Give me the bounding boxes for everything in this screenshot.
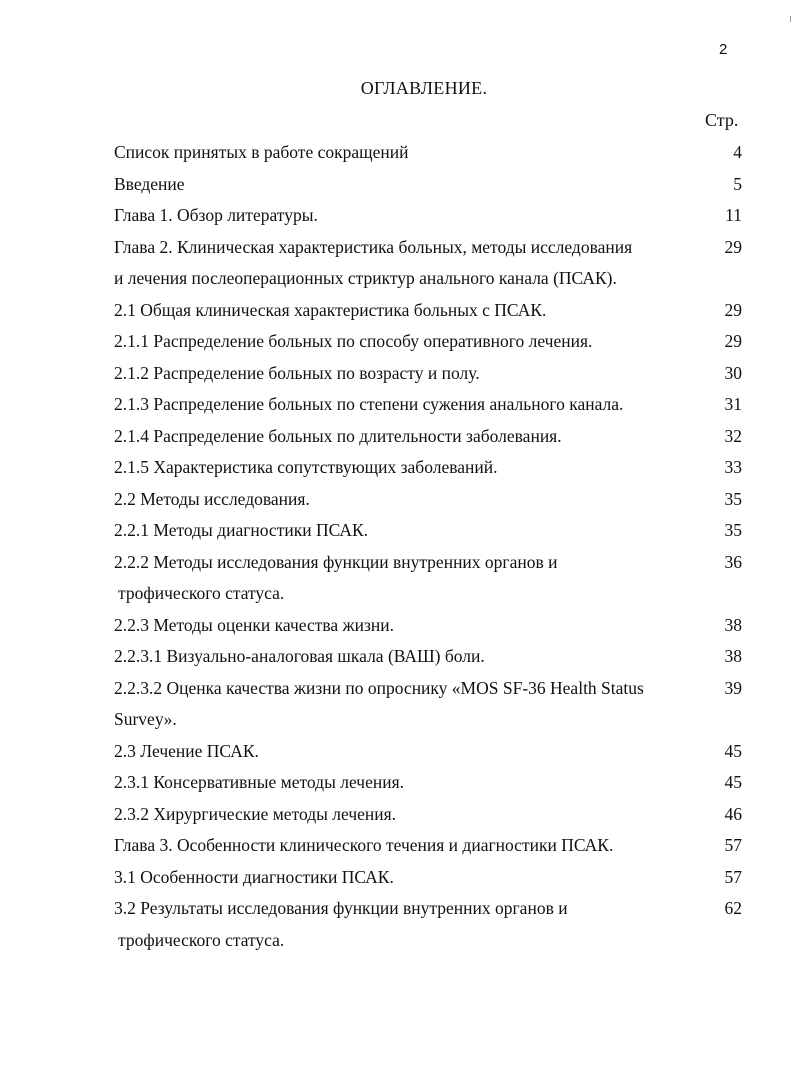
toc-entry	[114, 137, 742, 169]
toc-title: ОГЛАВЛЕНИЕ.	[360, 78, 488, 98]
toc-entry-page: 57	[724, 866, 742, 887]
toc-entry	[114, 547, 742, 610]
toc-entry-title	[114, 295, 696, 327]
toc-entry-line: и лечения послеоперационных стриктур анального канала (ПСАК).	[114, 268, 617, 288]
toc-entry-line: 2.2.3.2 Оценка качества жизни по опроснику «MOS SF-36 Health Status	[114, 677, 644, 698]
toc-entry-title	[114, 326, 696, 358]
toc-entry	[114, 673, 742, 736]
toc-entry-line: 2.2.2 Методы исследования функции внутренних органов и	[114, 551, 558, 572]
toc-entry-line: 2.2 Методы исследования.	[114, 488, 310, 509]
toc-entry	[114, 389, 742, 421]
toc-entry-page: 29	[724, 236, 742, 257]
toc-entry-title	[114, 673, 696, 736]
toc-entry-page: 46	[724, 803, 742, 824]
toc-entry-page: 35	[724, 520, 742, 540]
toc-entry-page: 29	[724, 299, 742, 320]
toc-entry-page: 30	[724, 362, 742, 383]
toc-entry	[114, 484, 742, 516]
table-of-contents	[114, 137, 742, 956]
toc-entry-title	[114, 421, 696, 453]
toc-entry-page: 29	[724, 331, 742, 351]
toc-entry-page: 31	[724, 394, 742, 414]
toc-entry-page: 39	[724, 677, 742, 698]
toc-entry-page: 11	[725, 205, 742, 225]
toc-entry-title	[114, 799, 696, 831]
toc-entry-line: 2.3.1 Консервативные методы лечения.	[114, 772, 405, 792]
toc-entry-title	[114, 232, 696, 295]
toc-entry-line: Список принятых в работе сокращений	[114, 142, 409, 162]
toc-entry-line: 2.1.2 Распределение больных по возрасту и полу.	[114, 362, 480, 383]
toc-entry-page: 62	[724, 898, 742, 918]
toc-entry	[114, 736, 742, 768]
toc-entry	[114, 421, 742, 453]
toc-entry	[114, 893, 742, 956]
toc-entry-title	[114, 389, 696, 421]
toc-entry-line: 3.1 Особенности диагностики ПСАК.	[114, 866, 394, 887]
toc-entry	[114, 830, 742, 862]
toc-entry-line: 2.2.1 Методы диагностики ПСАК.	[114, 520, 369, 540]
toc-entry	[114, 326, 742, 358]
toc-entry-line: 2.1.3 Распределение больных по степени сужения анального канала.	[114, 394, 624, 414]
toc-entry	[114, 452, 742, 484]
toc-entry-page: 38	[724, 646, 742, 666]
toc-entry-line: Survey».	[114, 709, 177, 729]
toc-entry-line: Глава 3. Особенности клинического течения и диагностики ПСАК.	[114, 835, 614, 855]
toc-entry-line: 2.1 Общая клиническая характеристика больных с ПСАК.	[114, 299, 547, 320]
toc-entry-title	[114, 830, 696, 862]
toc-entry	[114, 515, 742, 547]
toc-entry-line: Глава 1. Обзор литературы.	[114, 205, 318, 225]
toc-entry-line: Глава 2. Клиническая характеристика больных, методы исследования	[114, 236, 633, 257]
toc-entry-page: 38	[724, 614, 742, 635]
toc-entry-line: 2.1.1 Распределение больных по способу оперативного лечения.	[114, 331, 593, 351]
toc-entry-page: 57	[724, 835, 742, 855]
toc-entry	[114, 862, 742, 894]
toc-entry-page: 5	[733, 173, 742, 194]
toc-entry	[114, 232, 742, 295]
toc-entry	[114, 200, 742, 232]
toc-entry-title	[114, 137, 696, 169]
toc-entry-line: 2.3 Лечение ПСАК.	[114, 740, 259, 761]
toc-entry-line: 2.2.3 Методы оценки качества жизни.	[114, 614, 395, 635]
toc-entry	[114, 767, 742, 799]
toc-entry-line: Введение	[114, 173, 185, 194]
toc-entry-title	[114, 610, 696, 642]
toc-entry-title	[114, 767, 696, 799]
margin-tick-mark	[790, 16, 791, 22]
toc-entry-title	[114, 547, 696, 610]
toc-entry	[114, 610, 742, 642]
toc-entry-title	[114, 169, 696, 201]
toc-entry-line: 2.3.2 Хирургические методы лечения.	[114, 803, 397, 824]
toc-entry-line: 2.1.5 Характеристика сопутствующих заболеваний.	[114, 457, 498, 477]
toc-entry-page: 45	[724, 740, 742, 761]
toc-entry	[114, 641, 742, 673]
toc-entry-page: 35	[724, 488, 742, 509]
toc-entry	[114, 169, 742, 201]
page-number: 2	[719, 41, 728, 58]
toc-entry-title	[114, 358, 696, 390]
toc-entry-line: трофического статуса.	[118, 583, 285, 603]
toc-entry-title	[114, 484, 696, 516]
toc-entry-title	[114, 736, 696, 768]
toc-entry-page: 33	[724, 457, 742, 477]
toc-entry-title	[114, 452, 696, 484]
toc-entry-page: 4	[733, 142, 742, 162]
toc-entry	[114, 799, 742, 831]
toc-entry-page: 45	[724, 772, 742, 792]
toc-entry-title	[114, 893, 696, 956]
toc-entry-title	[114, 200, 696, 232]
toc-entry-title	[114, 862, 696, 894]
toc-entry	[114, 358, 742, 390]
toc-entry-page: 36	[724, 551, 742, 572]
toc-entry-line: трофического статуса.	[118, 929, 285, 950]
toc-entry-line: 2.1.4 Распределение больных по длительности заболевания.	[114, 425, 562, 446]
toc-entry-line: 3.2 Результаты исследования функции внутренних органов и	[114, 898, 568, 918]
toc-entry-line: 2.2.3.1 Визуально-аналоговая шкала (ВАШ) боли.	[114, 646, 485, 666]
toc-entry	[114, 295, 742, 327]
page-column-label: Стр.	[705, 110, 739, 130]
toc-entry-title	[114, 515, 696, 547]
toc-entry-title	[114, 641, 696, 673]
toc-entry-page: 32	[724, 425, 742, 446]
